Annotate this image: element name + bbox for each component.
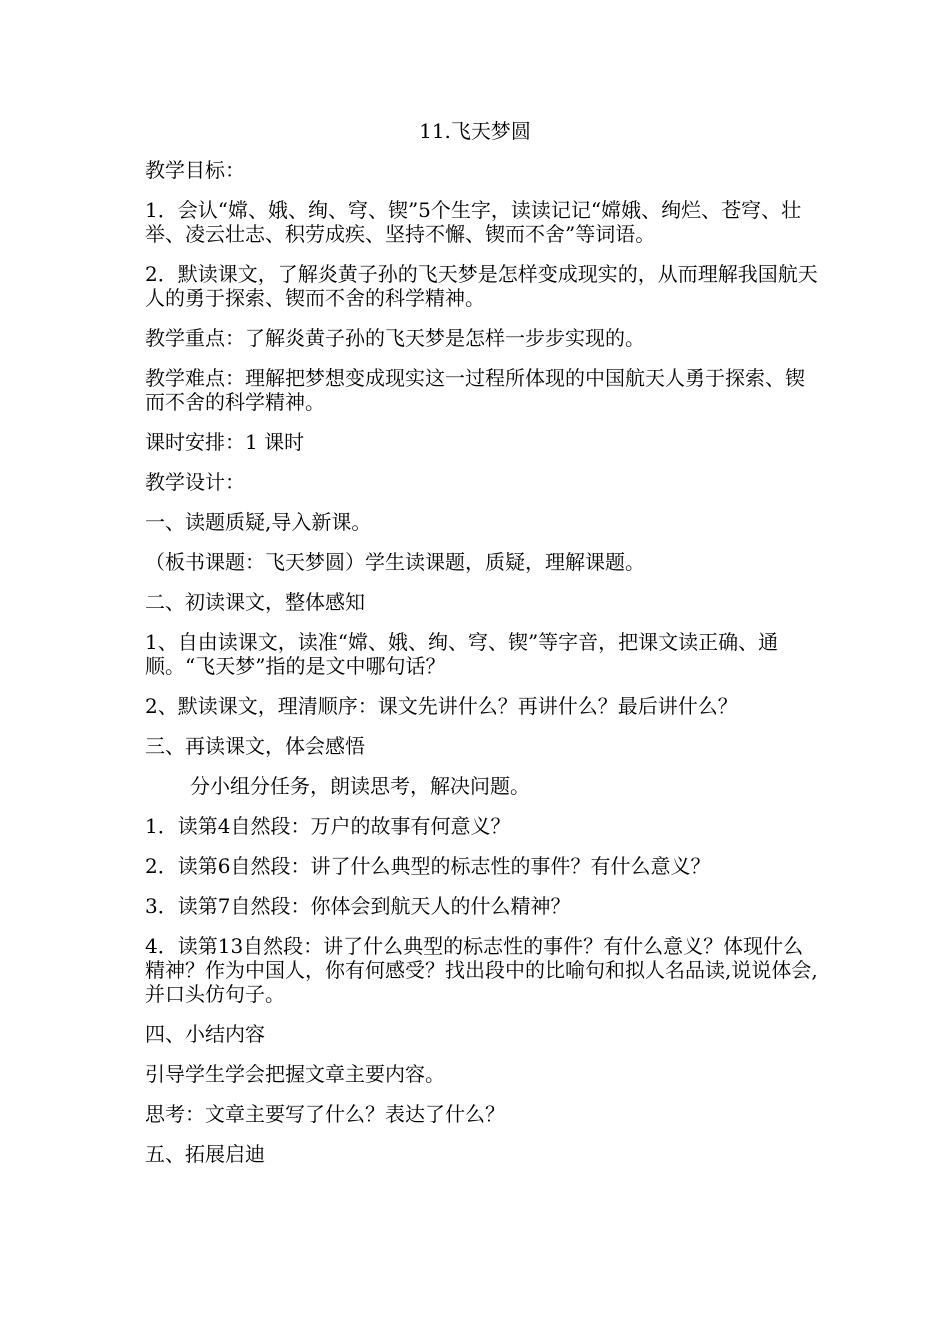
step-heading-3: 三、再读课文，体会感悟 [145,734,365,758]
paragraph: 引导学生学会把握文章主要内容。 [145,1062,445,1086]
list-item: 1、自由读课文，读准“嫦、娥、绚、穹、锲”等字音，把课文读正确、通顺。“飞天梦”指的是文中哪句话？ [145,630,779,678]
list-item: 4．读第13自然段：讲了什么典型的标志性的事件？有什么意义？体现什么精神？作为中国人，你有何感受？找出段中的比喻句和拟人名品读,说说体会,并口头仿句子。 [145,934,818,1006]
section-heading-design: 教学设计： [145,470,245,494]
section-heading-objectives: 教学目标： [145,158,245,182]
list-item: 2．读第6自然段：讲了什么典型的标志性的事件？有什么意义？ [145,854,711,878]
step-heading-5: 五、拓展启迪 [145,1142,265,1166]
step-heading-4: 四、小结内容 [145,1022,265,1046]
paragraph: 思考：文章主要写了什么？表达了什么？ [145,1102,505,1126]
step-heading-1: 一、读题质疑,导入新课。 [145,510,372,534]
step-heading-2: 二、初读课文，整体感知 [145,590,365,614]
list-item: 1．读第4自然段：万户的故事有何意义？ [145,814,511,838]
document-title: 11.飞天梦圆 [419,119,531,143]
paragraph: （板书课题：飞天梦圆）学生读课题，质疑，理解课题。 [145,550,645,574]
objective-item-1: 1．会认“嫦、娥、绚、穹、锲”5个生字，读读记记“嫦娥、绚烂、苍穹、壮举、凌云壮志、积劳成疾、坚持不懈、锲而不舍”等词语。 [145,198,802,246]
document-body [145,158,820,1182]
list-item: 2、默读课文，理清顺序：课文先讲什么？再讲什么？最后讲什么？ [145,694,738,718]
teaching-focus: 教学重点：了解炎黄子孙的飞天梦是怎样一步步实现的。 [145,326,645,350]
paragraph: 分小组分任务，朗读思考，解决问题。 [190,774,530,798]
teaching-difficulty: 教学难点：理解把梦想变成现实这一过程所体现的中国航天人勇于探索、锲而不舍的科学精神。 [145,366,805,414]
objective-item-2: 2．默读课文，了解炎黄子孙的飞天梦是怎样变成现实的，从而理解我国航天人的勇于探索、锲而不舍的科学精神。 [145,262,818,310]
lesson-schedule: 课时安排：1 课时 [145,430,305,454]
list-item: 3．读第7自然段：你体会到航天人的什么精神？ [145,894,571,918]
